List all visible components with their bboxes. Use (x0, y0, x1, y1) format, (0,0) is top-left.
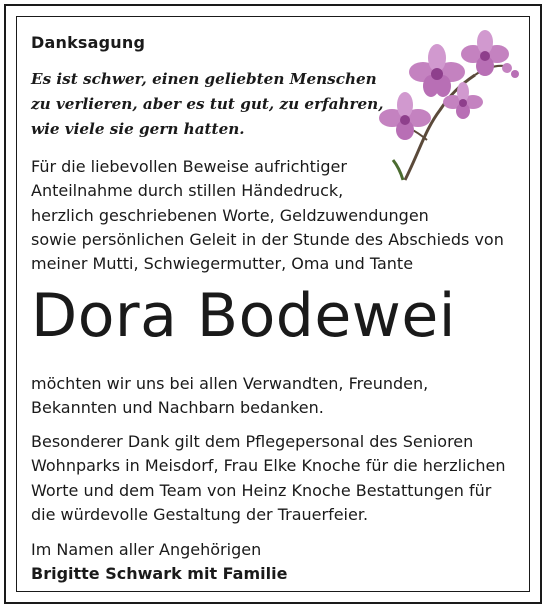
signature-block (31, 538, 287, 587)
intro-line: herzlich geschriebenen Worte, Geldzuwendungen (31, 205, 429, 225)
signature-line: Im Namen aller Angehörigen (31, 540, 262, 559)
intro-paragraph (31, 155, 504, 276)
thanks-line: Bekannten und Nachbarn bedanken. (31, 398, 324, 418)
notice-heading: Danksagung (31, 33, 146, 52)
deceased-name: Dora Bodewei (31, 281, 456, 351)
motto-line: zu verlieren, aber es tut gut, zu erfahren, (31, 95, 384, 113)
special-thanks-line: die würdevolle Gestaltung der Trauerfeier. (31, 504, 369, 524)
signature-name: Brigitte Schwark mit Familie (31, 564, 288, 584)
special-thanks-line: Besonderer Dank gilt dem Pflegepersonal des Senioren (31, 432, 474, 451)
intro-line: sowie persönlichen Geleit in der Stunde des Abschieds von (31, 229, 504, 249)
intro-line: meiner Mutti, Schwiegermutter, Oma und Tante (31, 254, 414, 274)
thanks-paragraph (31, 372, 428, 421)
special-thanks-line: Worte und dem Team von Heinz Knoche Bestattungen für (31, 480, 492, 500)
thanks-line: möchten wir uns bei allen Verwandten, Freunden, (31, 374, 429, 393)
motto-quote (31, 67, 383, 142)
orchid-bloom (379, 92, 431, 140)
intro-line: Für die liebevollen Beweise aufrichtiger (31, 157, 347, 176)
special-thanks-paragraph (31, 430, 505, 527)
motto-line: wie viele sie gern hatten. (31, 120, 245, 138)
intro-line: Anteilnahme durch stillen Händedruck, (31, 181, 344, 201)
special-thanks-line: Wohnparks in Meisdorf, Frau Elke Knoche für die herzlichen (31, 456, 506, 476)
motto-line: Es ist schwer, einen geliebten Menschen (31, 70, 377, 88)
orchid-bloom (461, 30, 509, 76)
